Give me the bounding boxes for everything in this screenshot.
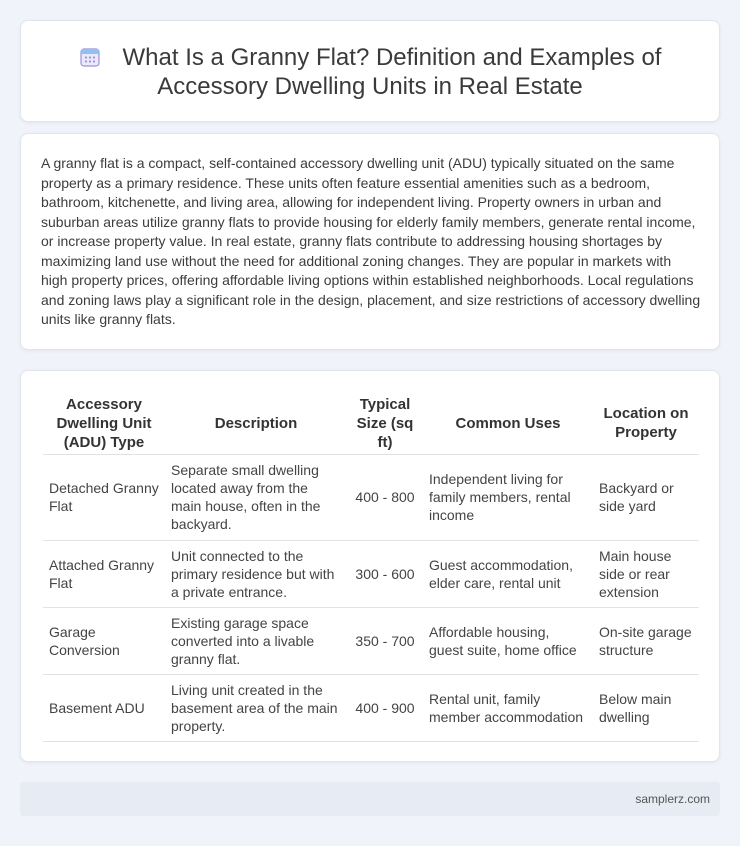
page-title: What Is a Granny Flat? Definition and Examples of Accessory Dwelling Units in Real Estate — [122, 44, 662, 100]
header-adu-type: Accessory Dwelling Unit (ADU) Type — [43, 393, 165, 454]
cell-typical-size: 400 - 900 — [347, 674, 423, 741]
header-typical-size: Typical Size (sq ft) — [347, 393, 423, 454]
page-title-container — [21, 43, 719, 101]
cell-description: Unit connected to the primary residence but with a private entrance. — [165, 540, 347, 607]
intro-paragraph: A granny flat is a compact, self-contained accessory dwelling unit (ADU) typically situated on the same property as a primary residence. These units often feature essential amenities such as a bedroom, bathroom, kitchenette, and living area, allowing for independent living. Property owners in urban and suburban areas utilize granny flats to provide housing for elderly family members, generate rental income, or increase property value. In real estate, granny flats contribute to addressing housing shortages by maximizing land use without the need for additional zoning changes. They are popular in markets with high property prices, offering affordable living options within established neighborhoods. Local regulations and zoning laws play a significant role in the design, placement, and size restrictions of accessory dwelling units like granny flats. — [41, 155, 701, 327]
table-card — [20, 370, 720, 762]
table-row — [43, 454, 699, 540]
table-row — [43, 540, 699, 607]
footer-site-link[interactable]: samplerz.com — [635, 792, 710, 806]
cell-typical-size: 400 - 800 — [347, 454, 423, 540]
cell-adu-type: Attached Granny Flat — [43, 540, 165, 607]
cell-location: On-site garage structure — [593, 607, 699, 674]
table-row — [43, 607, 699, 674]
title-card — [20, 20, 720, 122]
header-common-uses: Common Uses — [423, 393, 593, 454]
footer-bar — [20, 782, 720, 816]
cell-location: Main house side or rear extension — [593, 540, 699, 607]
cell-adu-type: Garage Conversion — [43, 607, 165, 674]
intro-card — [20, 133, 720, 350]
cell-common-uses: Affordable housing, guest suite, home office — [423, 607, 593, 674]
cell-description: Living unit created in the basement area of the main property. — [165, 674, 347, 741]
cell-location: Below main dwelling — [593, 674, 699, 741]
header-location: Location on Property — [593, 393, 699, 454]
table-header-row — [43, 393, 699, 454]
cell-common-uses: Independent living for family members, rental income — [423, 454, 593, 540]
cell-common-uses: Guest accommodation, elder care, rental unit — [423, 540, 593, 607]
cell-typical-size: 300 - 600 — [347, 540, 423, 607]
cell-typical-size: 350 - 700 — [347, 607, 423, 674]
cell-location: Backyard or side yard — [593, 454, 699, 540]
cell-adu-type: Basement ADU — [43, 674, 165, 741]
cell-description: Separate small dwelling located away from the main house, often in the backyard. — [165, 454, 347, 540]
calendar-icon — [79, 46, 101, 68]
table-row — [43, 674, 699, 741]
cell-description: Existing garage space converted into a livable granny flat. — [165, 607, 347, 674]
cell-adu-type: Detached Granny Flat — [43, 454, 165, 540]
header-description: Description — [165, 393, 347, 454]
adu-table — [43, 393, 699, 742]
cell-common-uses: Rental unit, family member accommodation — [423, 674, 593, 741]
